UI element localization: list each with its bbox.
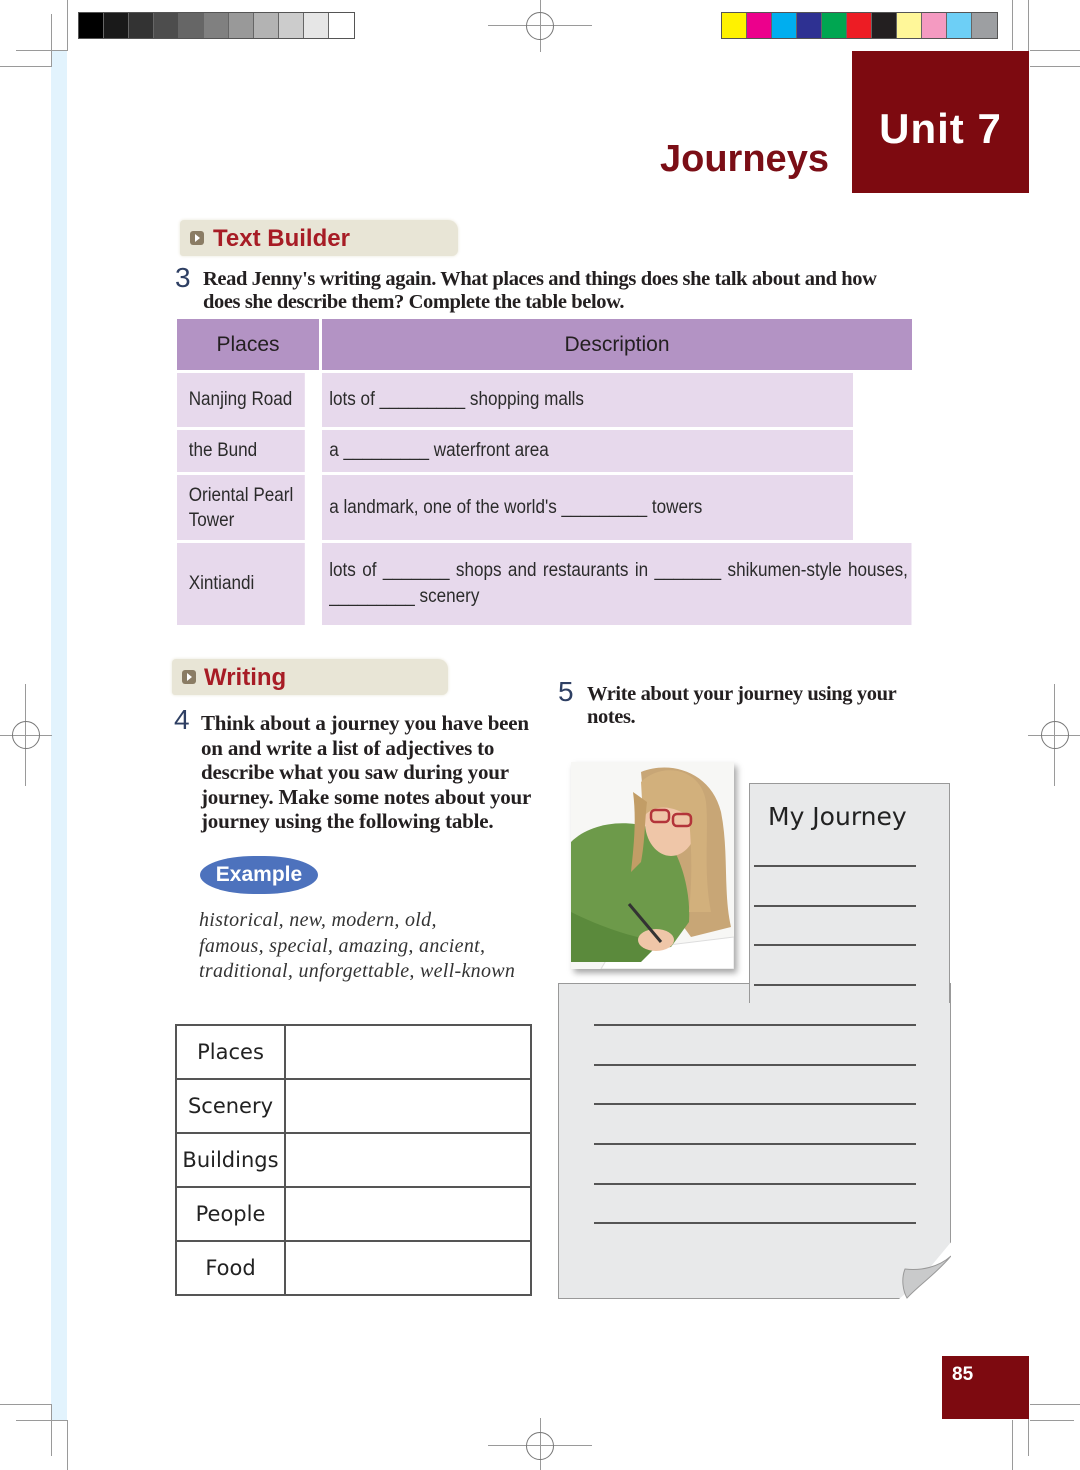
page-number-badge — [942, 1356, 1029, 1419]
table-row — [174, 430, 913, 472]
notes-input[interactable] — [286, 1134, 530, 1186]
notes-label: Food — [177, 1242, 286, 1294]
question-number: 5 — [558, 676, 574, 707]
writing-line[interactable] — [594, 1024, 916, 1026]
journal-title: My Journey — [768, 802, 907, 831]
journey-notes-table — [175, 1024, 532, 1296]
writing-line[interactable] — [594, 1222, 916, 1224]
color-swatch — [179, 13, 204, 38]
journal-paper — [558, 983, 951, 1299]
section-title: Text Builder — [213, 225, 350, 252]
notes-input[interactable] — [286, 1026, 530, 1078]
writing-line[interactable] — [754, 865, 916, 867]
color-swatch — [847, 13, 872, 38]
notes-input[interactable] — [286, 1242, 530, 1294]
question-number: 3 — [175, 262, 191, 293]
question-text: Read Jenny's writing again. What places and things does she talk about and how does she describe them? Complete the table below. — [203, 268, 877, 313]
color-swatch — [154, 13, 179, 38]
table-row — [174, 475, 913, 540]
example-badge: Example — [200, 856, 318, 894]
notes-row — [177, 1134, 530, 1188]
crop-mark — [1030, 66, 1080, 67]
table-row — [174, 543, 913, 625]
crop-mark — [1012, 0, 1013, 50]
table-header-row — [174, 319, 913, 370]
adjective-list — [199, 908, 515, 985]
crop-mark — [67, 1420, 68, 1470]
unit-badge — [852, 51, 1029, 193]
color-swatch — [972, 13, 997, 38]
notes-label: Places — [177, 1026, 286, 1078]
color-swatch — [947, 13, 972, 38]
notes-row — [177, 1242, 530, 1294]
color-swatch — [304, 13, 329, 38]
play-bullet-icon — [182, 670, 196, 684]
process-color-bar — [721, 12, 998, 39]
crop-mark — [67, 0, 68, 50]
writing-line[interactable] — [594, 1183, 916, 1185]
crop-mark — [1030, 50, 1080, 51]
color-swatch — [79, 13, 104, 38]
writing-line[interactable] — [754, 944, 916, 946]
color-swatch — [229, 13, 254, 38]
header-description: Description — [322, 319, 912, 370]
color-swatch — [104, 13, 129, 38]
page-title: Journeys — [660, 138, 829, 180]
crop-mark — [0, 66, 52, 67]
adjective-line: famous, special, amazing, ancient, — [199, 934, 486, 957]
writing-line[interactable] — [754, 984, 916, 986]
student-writing-photo — [571, 762, 734, 969]
color-swatch — [822, 13, 847, 38]
crop-mark — [1030, 1420, 1074, 1421]
places-description-table — [174, 316, 917, 628]
question-text: Think about a journey you have been on and write a list of adjectives to describe what you saw during your journey. Make some notes about your journey using the following table. — [201, 711, 531, 833]
crop-mark — [16, 50, 68, 51]
crop-mark — [0, 1404, 52, 1405]
color-swatch — [722, 13, 747, 38]
girl-writing-illustration — [571, 762, 734, 969]
place-cell: Nanjing Road — [177, 373, 305, 427]
section-banner-text-builder — [180, 220, 458, 256]
color-swatch — [897, 13, 922, 38]
description-cell[interactable]: a landmark, one of the world's _________ towers — [322, 475, 853, 540]
question-text: Write about your journey using your notes. — [587, 683, 896, 728]
place-cell: Xintiandi — [177, 543, 305, 625]
unit-label: Unit 7 — [879, 105, 1002, 152]
description-cell[interactable]: a _________ waterfront area — [322, 430, 853, 472]
color-swatch — [872, 13, 897, 38]
notes-label: People — [177, 1188, 286, 1240]
header-places: Places — [177, 319, 319, 370]
notes-input[interactable] — [286, 1188, 530, 1240]
color-swatch — [254, 13, 279, 38]
question-number: 4 — [174, 704, 190, 735]
crop-mark — [51, 14, 52, 66]
color-swatch — [922, 13, 947, 38]
color-swatch — [279, 13, 304, 38]
writing-line[interactable] — [594, 1143, 916, 1145]
description-cell[interactable]: lots of _______ shops and restaurants in _______ shikumen-style houses, _________ scenery — [322, 543, 912, 625]
page-curl-icon — [899, 1255, 951, 1299]
crop-mark — [51, 1404, 52, 1456]
color-swatch — [329, 13, 354, 38]
crop-mark — [1028, 0, 1029, 52]
adjective-line: historical, new, modern, old, — [199, 909, 437, 931]
play-bullet-icon — [190, 231, 204, 245]
notes-row — [177, 1080, 530, 1134]
crop-mark — [16, 1420, 68, 1421]
place-cell: the Bund — [177, 430, 305, 472]
color-swatch — [747, 13, 772, 38]
grayscale-color-bar — [78, 12, 355, 39]
writing-line[interactable] — [754, 905, 916, 907]
table-row — [174, 373, 913, 427]
notes-row — [177, 1026, 530, 1080]
crop-mark — [1030, 1404, 1080, 1405]
section-title: Writing — [204, 664, 287, 691]
color-swatch — [129, 13, 154, 38]
notes-label: Scenery — [177, 1080, 286, 1132]
notes-label: Buildings — [177, 1134, 286, 1186]
section-banner-writing — [172, 659, 448, 695]
description-cell[interactable]: lots of _________ shopping malls — [322, 373, 853, 427]
place-cell: Oriental Pearl Tower — [177, 475, 305, 540]
page-number: 85 — [952, 1364, 974, 1385]
color-swatch — [772, 13, 797, 38]
margin-strip — [51, 50, 67, 1420]
color-swatch — [204, 13, 229, 38]
writing-line[interactable] — [594, 1103, 916, 1105]
writing-line[interactable] — [594, 1064, 916, 1066]
notes-input[interactable] — [286, 1080, 530, 1132]
notes-row — [177, 1188, 530, 1242]
crop-mark — [1012, 1420, 1013, 1470]
color-swatch — [797, 13, 822, 38]
adjective-line: traditional, unforgettable, well-known — [199, 960, 516, 982]
